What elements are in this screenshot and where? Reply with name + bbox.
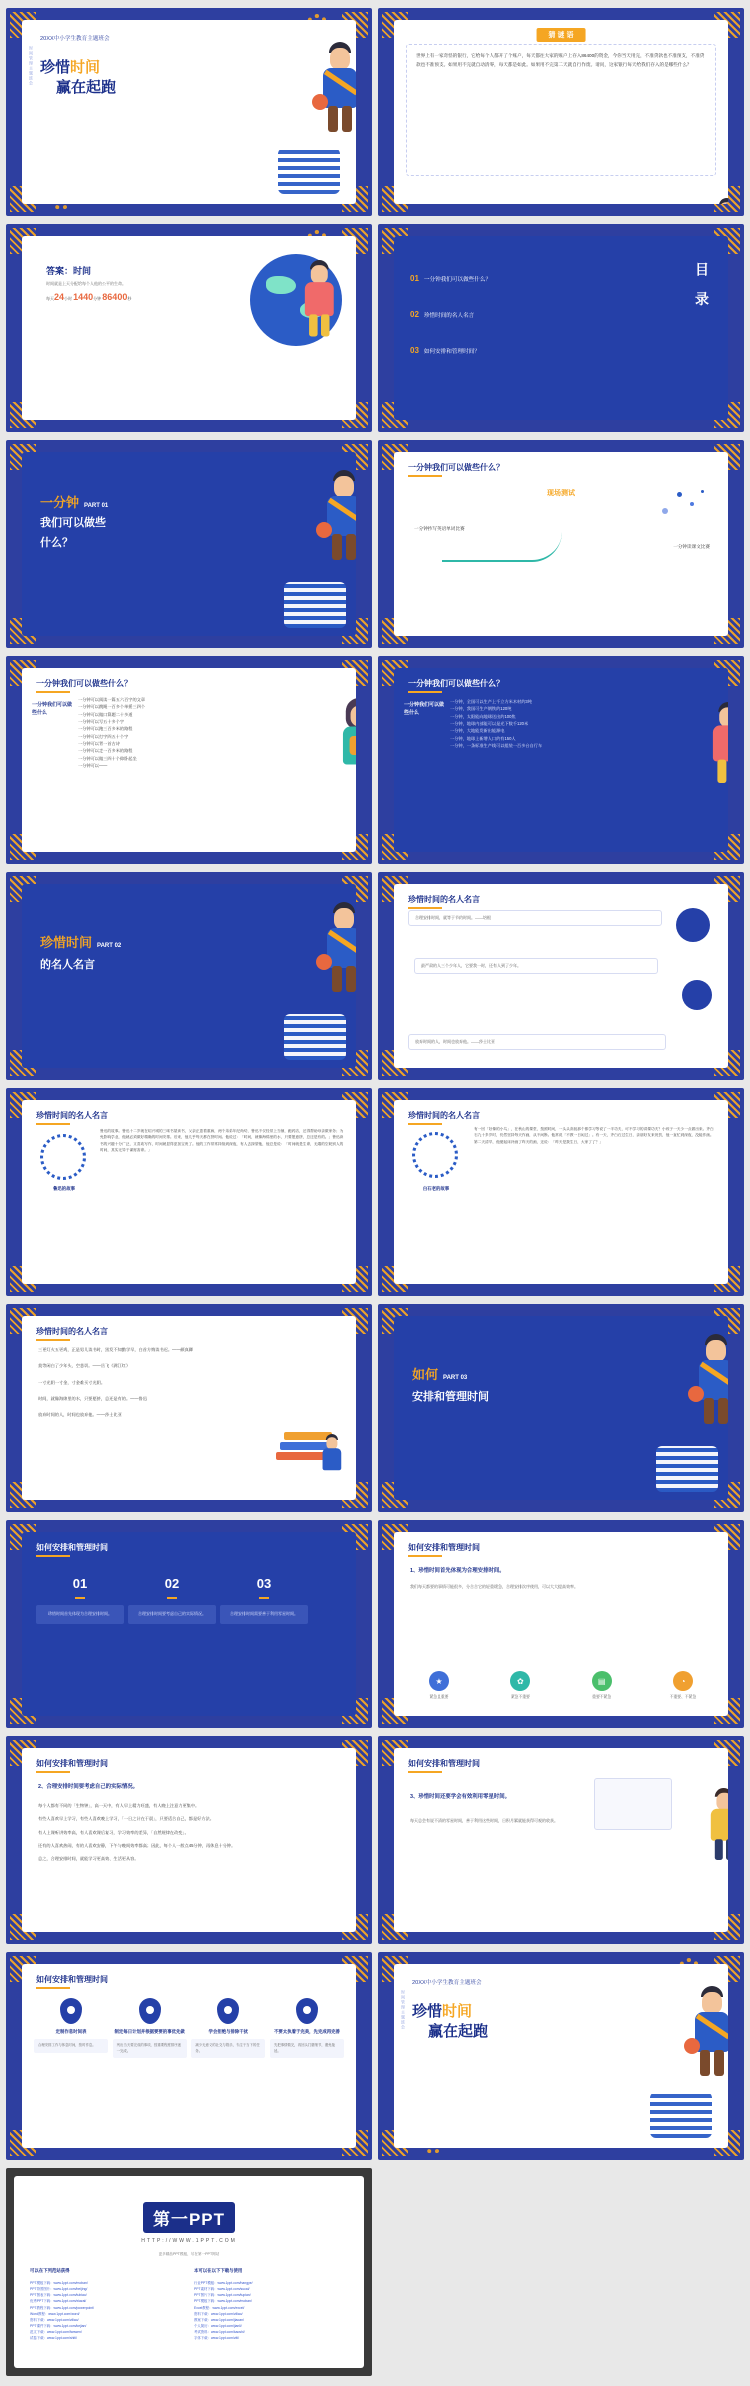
slide-card [22, 668, 356, 852]
story-label: 鲁迅的故事 [53, 1186, 75, 1191]
slide-card [22, 1964, 356, 2148]
circle-decor [682, 980, 712, 1010]
list-item: 一寸光阴一寸金，寸金难买寸光阴。 [38, 1379, 106, 1385]
slide-card [394, 668, 728, 852]
pin-row [34, 1998, 344, 2058]
minute-list [450, 698, 642, 749]
slide-card [394, 1532, 728, 1716]
slide-card [394, 1964, 728, 2148]
head-shape [330, 48, 350, 70]
link-item[interactable]: 教案下载：www.1ppt.com/jiaoan/ [194, 2317, 244, 2322]
head-shape [716, 1793, 728, 1811]
toc-number: 01 [410, 274, 419, 283]
body-shape [713, 725, 728, 761]
links-right-title: 本可以在以下下载与使用 [194, 2268, 243, 2273]
card-number: 03 [256, 1576, 272, 1591]
test-item-left: 一分钟抄写英语单词比赛 [414, 526, 465, 531]
cover-title-word-2: 时间 [70, 59, 101, 76]
slide-card [394, 20, 728, 204]
brand-logo: 第一PPT [143, 2202, 235, 2233]
head-shape [311, 265, 328, 284]
overview-card-3 [220, 1576, 308, 1624]
slide-title: 如何安排和管理时间 [36, 1759, 108, 1768]
cover-title-word-4: 起跑 [86, 79, 117, 96]
slide-card [394, 884, 728, 1068]
cover-title-word-3: 赢在 [428, 2023, 459, 2040]
link-item[interactable]: PPT图片下载：www.1ppt.com/tupian/ [194, 2293, 251, 2298]
answer-num-unit: 秒 [127, 296, 132, 301]
manage-subtitle: 2、合理安排时间要考虑自己的实际情况。 [38, 1784, 139, 1790]
link-item[interactable]: Excel教程：www.1ppt.com/excel/ [194, 2305, 245, 2310]
slide-minute-list-a[interactable] [6, 656, 372, 864]
ball-shape [688, 1386, 704, 1402]
slide-quotes-1[interactable] [378, 872, 744, 1080]
slide-card [22, 1316, 356, 1500]
slide-section-1[interactable] [6, 440, 372, 648]
answer-numbers [46, 292, 131, 302]
cover-title-line1 [412, 2000, 472, 2021]
list-item: 总之，合理安排时间，就能学习更高效、生活更从容。 [38, 1856, 139, 1862]
list-item: 一分钟可以做三四十个仰卧起坐 [78, 755, 137, 761]
section-subheading-1: 我们可以做些 [40, 517, 106, 529]
section-part-label: PART 01 [84, 503, 109, 509]
toc-number: 03 [410, 346, 419, 355]
list-item: 一分钟，地球内部能可以是光下数千120米 [450, 721, 529, 727]
slide-live-test[interactable] [378, 440, 744, 648]
link-item[interactable]: Word教程：www.1ppt.com/word/ [30, 2311, 80, 2316]
stripe-decor [284, 582, 346, 628]
minute-list [78, 696, 272, 769]
cover-side-text: 时间管理主题班会 [401, 1990, 406, 2030]
toc-vertical-title: 目 录 [694, 262, 710, 312]
slide-title: 如何安排和管理时间 [408, 1759, 480, 1768]
link-item[interactable]: PPT背景图片：www.1ppt.com/beijing/ [30, 2287, 88, 2292]
list-item: 一分钟，一条标准生产线可以组装一百多台自行车 [450, 743, 543, 749]
slide-card [22, 1100, 356, 1284]
slide-quotes-4[interactable] [6, 1304, 372, 1512]
star-icon: ★ [429, 1671, 449, 1691]
list-item: 一分钟可以—— [78, 763, 108, 769]
test-item-right: 一分钟读课文比赛 [673, 544, 710, 549]
head-shape [334, 476, 354, 498]
leg-shape [332, 966, 342, 992]
cover-title-line1 [40, 56, 100, 77]
answer-note: 时间就是上天分配给每个人他的公平的生命。 [46, 281, 126, 286]
slide-title: 如何安排和管理时间 [36, 1543, 108, 1552]
dotted-circle-decor [412, 1132, 458, 1178]
overview-card-2 [128, 1576, 216, 1624]
cover-title-word-1: 珍惜 [412, 2003, 443, 2020]
slide-manage-2[interactable] [6, 1736, 372, 1944]
clock-icon: ◔ [673, 1671, 693, 1691]
slide-quotes-3[interactable] [378, 1088, 744, 1296]
section-heading-text: 如何 [412, 1367, 439, 1382]
book-shape [350, 736, 356, 755]
list-item: 一分钟可以跳绳一百多个单摇三四个 [78, 704, 146, 710]
list-item: 一分钟可以背一首古诗 [78, 741, 120, 747]
quote-bubble: 放弃时间的人，时间也放弃他。——莎士比亚 [408, 1034, 666, 1050]
link-item[interactable]: PPT模板下载：www.1ppt.com/moban/ [194, 2299, 252, 2304]
link-item[interactable]: 资料下载：www.1ppt.com/ziliao/ [30, 2317, 79, 2322]
slide-card [394, 236, 728, 420]
slide-title: 如何安排和管理时间 [408, 1543, 480, 1552]
body-shape [711, 1809, 728, 1841]
section-heading [40, 492, 108, 511]
flower-icon: ✿ [510, 1671, 530, 1691]
list-item: 一分钟，大地能发新出能源电 [450, 728, 505, 734]
circle-decor [676, 908, 710, 942]
section-subheading-1: 的名人名言 [40, 959, 95, 971]
icon-card-1[interactable] [410, 1671, 468, 1700]
leg-shape [700, 2050, 710, 2076]
leg-shape [726, 1839, 728, 1860]
head-shape [706, 1340, 726, 1362]
section-heading [40, 932, 121, 951]
pin-desc: 先把事情做完，再回头打磨细节，避免拖延。 [270, 2039, 344, 2058]
answer-number-item: 每天24小时 [46, 292, 73, 302]
pin-desc: 减少无意义的社交与娱乐，专注于当下的任务。 [191, 2039, 265, 2058]
toc-item-3[interactable] [410, 346, 480, 355]
toc-item-2[interactable] [410, 310, 474, 319]
brand-note: 更多精品PPT模板，尽在第一PPT网站 [158, 2252, 220, 2256]
link-item[interactable]: PPT教程下载：www.1ppt.com/powerpoint/ [30, 2305, 95, 2310]
list-item: 莫等闲白了少年头，空悲切。——岳飞《满江红》 [38, 1363, 131, 1369]
quote-bubble: 合理安排时间，就等于节约时间。——培根 [408, 910, 662, 926]
link-item[interactable]: 资料下载：www.1ppt.com/ziliao/ [194, 2311, 243, 2316]
slide-section-3[interactable] [378, 1304, 744, 1512]
link-item[interactable]: PPT课件下载：www.1ppt.com/kejian/ [30, 2323, 87, 2328]
link-item[interactable]: PPT图表下载：www.1ppt.com/tubiao/ [30, 2293, 87, 2298]
slide-manage-1[interactable] [378, 1520, 744, 1728]
leg-shape [715, 1839, 723, 1860]
slide-manage-overview[interactable] [6, 1520, 372, 1728]
section-part-label: PART 03 [443, 1375, 468, 1381]
story-label: 白石老的故事 [422, 1186, 450, 1191]
ball-shape [312, 94, 328, 110]
section-heading [412, 1364, 467, 1383]
toc-item-1[interactable] [410, 274, 491, 283]
cover-header: 20XX中小学生教育主题班会 [412, 1980, 482, 1986]
body-shape [305, 282, 334, 316]
link-item[interactable]: 考试资料：www.1ppt.com/kaoshi/ [194, 2330, 245, 2334]
dot-decor [677, 492, 682, 497]
toc-label: 如何安排和管理时间？ [423, 349, 480, 355]
brand-url[interactable]: HTTP://WWW.1PPT.COM [141, 2238, 237, 2244]
slide-title: 珍惜时间的名人名言 [408, 1111, 480, 1120]
pin-icon [296, 1998, 318, 2024]
leg-shape [714, 2050, 724, 2076]
story-body: 有一回「好像的小鸟」，在秋山的课堂，按照时间，一头头高低那个都学习等说了一半功夫，可不学习的讲课功夫？小孩子一天少一点做出来。齐白石九十多岁时，仍然坚持每天作画，从不间断。他常说「不教一日闲过」。有一天，齐白石过生日，亲朋好友来祝贺，他一直忙到深夜，没能作画。第二天清早，他便起床补画了昨天的画，还说：「昨天是我生日，大家了了？」 [474, 1127, 714, 1144]
slide-section-2[interactable] [6, 872, 372, 1080]
card-divider [259, 1597, 269, 1599]
links-left-list [30, 2280, 190, 2341]
link-item[interactable]: PPT模板下载：www.1ppt.com/moban/ [30, 2281, 88, 2285]
slide-sidebar-label: 一分钟我们可以做些什么 [32, 702, 73, 716]
card-number: 02 [164, 1576, 180, 1591]
slide-minute-list-b[interactable] [378, 656, 744, 864]
answer-number-item [102, 292, 132, 302]
section-subheading-1: 安排和管理时间 [412, 1391, 489, 1403]
slide-title: 珍惜时间的名人名言 [408, 895, 480, 904]
slide-manage-pins[interactable] [6, 1952, 372, 2160]
slide-card [394, 452, 728, 636]
overview-card-1 [36, 1576, 124, 1624]
cover-title-word-4: 起跑 [458, 2023, 489, 2040]
list-item: 有人上课听讲效率高，有人喜欢课后复习，学习效率的差异，「自然规律在改变」。 [38, 1829, 189, 1835]
icon-card-4[interactable] [654, 1671, 712, 1700]
whiteboard-shape [594, 1778, 672, 1830]
manage-desc: 我们每天都要的事情可能很多，分合合它的轻重缓急，合理安排次序使用，可以大大提高效率。 [410, 1584, 578, 1589]
cover-title-word-3: 赢在 [56, 79, 87, 96]
list-item: 一分钟，太阳能向地球送出约100焦 [450, 713, 516, 719]
monitor-icon: ▤ [592, 1671, 612, 1691]
slide-title: 一分钟我们可以做些什么？ [36, 679, 132, 688]
book-shape [284, 1432, 332, 1440]
link-item[interactable]: PPT素材下载：www.1ppt.com/sucai/ [194, 2287, 250, 2292]
slide-cover[interactable] [6, 8, 372, 216]
pin-icon [60, 1998, 82, 2024]
cover-title-word-2: 时间 [442, 2003, 473, 2020]
slide-quotes-2[interactable] [6, 1088, 372, 1296]
link-item[interactable]: 行业PPT模板：www.1ppt.com/hangye/ [194, 2281, 253, 2285]
dot-decor [701, 490, 704, 493]
pin-title: 学会拒绝与排除干扰 [208, 2029, 249, 2034]
answer-number-item [73, 292, 102, 302]
cover-title-line2 [56, 76, 116, 97]
slide-card [22, 884, 356, 1068]
slide-card [22, 20, 356, 204]
pin-title: 定制作息时间表 [55, 2029, 87, 2034]
quote-list [38, 1346, 246, 1419]
answer-num-value: 1440 [73, 292, 94, 302]
card-divider [75, 1597, 85, 1599]
slide-sidebar-label: 一分钟我们可以做些什么 [404, 702, 445, 716]
list-item: 一分钟可以打字四五十个字 [78, 733, 129, 739]
leg-shape [717, 760, 726, 783]
dotted-circle-decor [40, 1134, 86, 1180]
leg-shape [346, 966, 356, 992]
answer-num-unit: 分钟 [93, 296, 102, 301]
slide-card [14, 2176, 364, 2368]
leg-shape [321, 314, 330, 336]
slide-title: 珍惜时间的名人名言 [36, 1111, 108, 1120]
body-shape [323, 1448, 342, 1470]
links-left-title: 可以在下列范站获得 [30, 2268, 70, 2273]
icon-label: 不重要、不紧急 [669, 1695, 697, 1699]
link-item[interactable]: 优秀PPT下载：www.1ppt.com/xiazai/ [30, 2299, 87, 2304]
pin-title: 不要太执着于完美，先完成再完善 [274, 2029, 340, 2034]
slide-toc[interactable] [378, 224, 744, 432]
swoosh-decor [442, 532, 562, 562]
slide-card [22, 452, 356, 636]
pin-icon [217, 1998, 239, 2024]
cover-header: 20XX中小学生教育主题班会 [40, 36, 110, 42]
riddle-text: 世界上有一家奇怪的银行，它给每个人都开了个账户，每天都往大家的账户上存入86400的资金，今你当天用完，不准贷款也不准预支，不准贷款也不准预支。如果用不完就自动清零，每天都是如此。如果用不完第二天就自行作废。请问，这家银行每天给我们存入的是哪些什么？ [406, 44, 716, 176]
pin-card-4[interactable] [270, 1998, 344, 2058]
pin-card-1[interactable] [34, 1998, 108, 2058]
answer-num-unit: 小时 [64, 296, 73, 301]
manage-subtitle: 1、珍惜时间首先体现为合理安排时间。 [410, 1568, 505, 1574]
link-item[interactable]: 个人简历：www.1ppt.com/jianli/ [194, 2323, 242, 2328]
list-item: 一分钟可以做口算题二十多道 [78, 711, 133, 717]
icon-label: 紧急不重要 [510, 1695, 530, 1699]
section-heading-text: 珍惜时间 [40, 935, 93, 950]
card-text: 合理安排时间需要善于利用零星时间。 [220, 1605, 308, 1624]
slide-title: 一分钟我们可以做些什么？ [408, 463, 504, 472]
slide-card [22, 1532, 356, 1716]
list-item: 三更灯火五更鸡，正是男儿读书时，黑发不知勤学早，白首方悔读书迟。——颜真卿 [38, 1347, 193, 1352]
head-shape [719, 707, 728, 727]
slide-card [394, 1100, 728, 1284]
link-item[interactable]: 试卷下载：www.1ppt.com/shiti/ [30, 2336, 77, 2341]
answer-num-value: 24 [54, 292, 65, 302]
list-item: 还有的人喜欢热闹，有的人喜欢安静，下午与晚间效率都高；因此，每个人一般点45分钟，再休息十分钟。 [38, 1843, 236, 1849]
list-item: 一分钟，我国可生产钢铁约120吨 [450, 706, 512, 712]
pin-card-3[interactable] [191, 1998, 265, 2058]
stripe-decor [650, 2092, 712, 2138]
answer-num-value: 86400 [102, 292, 128, 302]
stripe-decor [656, 1446, 718, 1492]
icon-label: 重要不紧急 [592, 1695, 612, 1699]
leg-shape [309, 314, 318, 336]
dot-decor [690, 502, 694, 506]
cover-side-text: 时间管理主题班会 [29, 46, 34, 86]
list-item: 每个人都有不同的「生物钟」，高一天中，有人早上精力旺盛，有人晚上注意力更集中。 [38, 1803, 200, 1808]
list-item: 时间，就像海绵里的水，只要愿挤，总还是有的。——鲁迅 [38, 1396, 147, 1402]
slide-title: 珍惜时间的名人名言 [36, 1327, 108, 1336]
slide-back-cover[interactable] [378, 1952, 744, 2160]
section-subheading-2: 什么？ [40, 537, 73, 549]
riddle-badge: 猜 谜 语 [537, 28, 586, 42]
slide-manage-3[interactable] [378, 1736, 744, 1944]
pin-desc: 列出当天要完成的事项，按重要程度排序逐一完成。 [113, 2039, 187, 2058]
head-shape [334, 908, 354, 930]
ball-shape [684, 2038, 700, 2054]
leg-shape [704, 1398, 714, 1424]
list-item: 一分钟，全国可以生产上千立方米木材约3吨 [450, 699, 532, 704]
toc-label: 珍惜时间的名人名言 [423, 313, 475, 319]
toc-label: 一分钟我们可以做些什么？ [423, 277, 492, 283]
link-item[interactable]: 范文下载：www.1ppt.com/fanwen/ [30, 2330, 82, 2334]
icon-card-2[interactable] [491, 1671, 549, 1700]
manage-subtitle: 3、珍惜时间还要学会有效利用零星时间。 [410, 1794, 511, 1800]
links-right-list [194, 2280, 354, 2341]
manage-list [38, 1802, 340, 1863]
slide-card [22, 1748, 356, 1932]
leg-shape [346, 534, 356, 560]
cover-title-word-1: 珍惜 [40, 59, 71, 76]
list-item: 一分钟可以跑三百多米的路程 [78, 726, 133, 732]
leg-shape [718, 1398, 728, 1424]
pin-title: 制定每日计划并根据要要的事优先做 [114, 2029, 185, 2034]
list-item: 一分钟，地球上新增人口约有150人 [450, 735, 516, 741]
slide-answer[interactable] [6, 224, 372, 432]
quote-bubble: 最严肃的人三个少年人，它要我一时，还有人到了少年。 [414, 958, 658, 974]
card-number: 01 [72, 1576, 88, 1591]
slide-title: 如何安排和管理时间 [36, 1975, 108, 1984]
pin-card-2[interactable] [113, 1998, 187, 2058]
card-text: 合理安排时间要考虑自己的实际情况。 [128, 1605, 216, 1624]
slide-card [394, 1316, 728, 1500]
list-item: 放弃时间的人，时间也放弃他。——莎士比亚 [38, 1412, 122, 1418]
leg-shape [328, 106, 338, 132]
slide-title: 一分钟我们可以做些什么？ [408, 679, 504, 688]
brand-logo-block [14, 2202, 364, 2244]
answer-title: 答案：时间 [46, 266, 92, 276]
stripe-decor [284, 1014, 346, 1060]
stripe-decor [278, 148, 340, 194]
section-heading-text: 一分钟 [40, 495, 80, 510]
icon-label: 紧急且重要 [429, 1695, 449, 1699]
dot-decor [662, 508, 668, 514]
pin-icon [139, 1998, 161, 2024]
card-text: 珍惜时间首先体现为合理安排时间。 [36, 1605, 124, 1624]
slide-riddle[interactable] [378, 8, 744, 216]
leg-shape [342, 106, 352, 132]
leg-shape [332, 534, 342, 560]
manage-desc: 每天总会有说不清的零星时间，善于利用这些时间，日积月累就能获得可观的收获。 [410, 1818, 558, 1823]
ball-shape [316, 522, 332, 538]
slide-credits[interactable] [6, 2168, 372, 2376]
ball-shape [316, 954, 332, 970]
test-center-label: 现场测试 [547, 490, 575, 497]
link-item[interactable]: 字体下载：www.1ppt.com/ziti/ [194, 2336, 240, 2341]
slide-card [394, 1748, 728, 1932]
slide-card [22, 236, 356, 420]
toc-number: 02 [410, 310, 419, 319]
cover-title-line2 [428, 2020, 488, 2041]
head-shape [702, 1992, 722, 2014]
list-item: 有些人喜欢早上学习，有些人喜欢晚上学习，「一日之计在于晨」，只要适合自己，都是好方法。 [38, 1816, 214, 1822]
card-divider [167, 1597, 177, 1599]
list-item: 一分钟可以阅读一篇五六百字的文章 [78, 697, 146, 702]
section-part-label: PART 02 [97, 943, 122, 949]
icon-card-3[interactable] [573, 1671, 631, 1700]
list-item: 一分钟可以写五十多个字 [78, 719, 125, 725]
icon-row [410, 1671, 712, 1700]
pin-desc: 合理安排工作与休息时间，按时作息。 [34, 2039, 108, 2053]
list-item: 一分钟可以走一百多米的路程 [78, 748, 133, 754]
story-body: 鲁迅的故事。鲁迅十二岁就在绍兴城的三味书屋读书，父亲正患着重病，两个弟弟年纪尚幼，鲁迅不仅经常上当铺，跑药店，还得帮助母亲做家务；为免影响学业，他就必须做好精确的时间安排。后来，他几乎每天都在挤时间。他说过：「时间，就像海绵里的水，只要愿意挤，总还是有的。」鲁迅读书的兴趣十分广泛，又喜欢写作，时间就显得更加宝贵了。他的工作常常持续到深夜，有人去探望他，他总是说：「时间就是生命，无端的空耗别人的时间，其实无异于谋财害命。」 [100, 1129, 344, 1152]
